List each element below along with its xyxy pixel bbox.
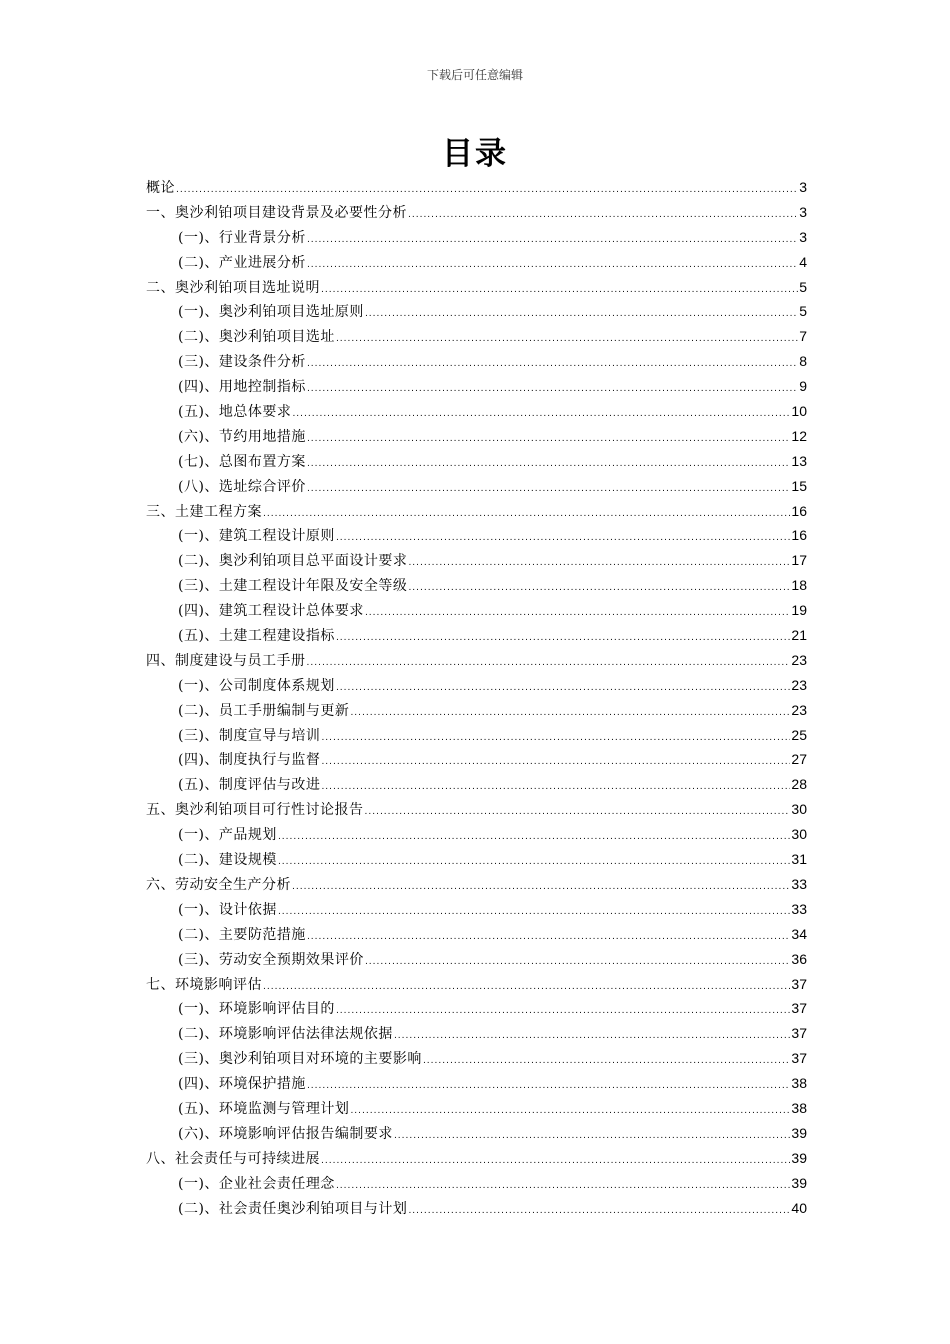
toc-entry-page-number: 16 [791, 502, 807, 519]
toc-entry-label: (一)、建筑工程设计原则 [178, 528, 335, 545]
toc-entry-page-number: 5 [799, 278, 807, 295]
toc-dot-leader [365, 800, 791, 825]
toc-entry-page-number: 4 [799, 253, 807, 270]
toc-entry-page-number: 18 [791, 577, 807, 594]
toc-entry[interactable] [146, 723, 807, 748]
table-of-contents [146, 175, 807, 1220]
toc-entry[interactable] [146, 499, 807, 524]
toc-dot-leader [307, 477, 790, 502]
toc-entry-page-number: 7 [799, 328, 807, 345]
toc-entry-label: (三)、劳动安全预期效果评价 [178, 951, 364, 968]
toc-dot-leader [307, 427, 790, 452]
toc-entry[interactable] [146, 523, 807, 548]
toc-entry-label: (一)、产品规划 [178, 827, 277, 844]
toc-entry[interactable] [146, 822, 807, 847]
toc-entry[interactable] [146, 947, 807, 972]
toc-dot-leader [423, 1049, 790, 1074]
toc-entry-page-number: 25 [791, 726, 807, 743]
toc-entry-label: (三)、奥沙利铂项目对环境的主要影响 [178, 1051, 422, 1068]
toc-entry-label: 三、土建工程方案 [146, 503, 262, 520]
toc-entry[interactable] [146, 673, 807, 698]
toc-entry-page-number: 27 [791, 751, 807, 768]
toc-dot-leader [263, 502, 790, 527]
toc-entry-label: (二)、产业进展分析 [178, 254, 306, 271]
toc-entry-page-number: 38 [791, 1099, 807, 1116]
toc-dot-leader [365, 950, 790, 975]
toc-entry[interactable] [146, 449, 807, 474]
toc-entry-page-number: 3 [799, 203, 807, 220]
toc-dot-leader [394, 1124, 790, 1149]
toc-dot-leader [307, 452, 790, 477]
toc-dot-leader [336, 327, 798, 352]
toc-entry-page-number: 3 [799, 179, 807, 195]
toc-dot-leader [350, 701, 790, 726]
toc-dot-leader [321, 278, 798, 303]
toc-entry[interactable] [146, 698, 807, 723]
toc-entry-label: (一)、企业社会责任理念 [178, 1175, 335, 1192]
toc-dot-leader [321, 726, 790, 751]
toc-entry-page-number: 38 [791, 1075, 807, 1092]
toc-entry-label: (五)、制度评估与改进 [178, 777, 321, 794]
toc-entry-label: 四、制度建设与员工手册 [146, 652, 306, 669]
toc-dot-leader [292, 875, 790, 900]
toc-dot-leader [336, 626, 790, 651]
toc-entry-page-number: 28 [791, 776, 807, 793]
toc-entry-label: (二)、奥沙利铂项目总平面设计要求 [178, 553, 408, 570]
toc-entry[interactable] [146, 1196, 807, 1221]
toc-entry-page-number: 33 [791, 875, 807, 892]
toc-entry[interactable] [146, 349, 807, 374]
toc-entry-page-number: 21 [791, 627, 807, 644]
toc-entry-label: 六、劳动安全生产分析 [146, 876, 291, 893]
toc-dot-leader [307, 228, 798, 253]
toc-entry-label: (六)、节约用地措施 [178, 428, 306, 445]
toc-entry-label: (二)、员工手册编制与更新 [178, 702, 350, 719]
toc-entry-label: (四)、建筑工程设计总体要求 [178, 603, 364, 620]
toc-entry-page-number: 19 [791, 602, 807, 619]
toc-entry-page-number: 12 [791, 427, 807, 444]
toc-entry-page-number: 3 [799, 228, 807, 245]
toc-entry[interactable] [146, 897, 807, 922]
toc-entry[interactable] [146, 250, 807, 275]
toc-entry[interactable] [146, 299, 807, 324]
toc-entry-page-number: 23 [791, 676, 807, 693]
toc-dot-leader [321, 775, 790, 800]
toc-entry-label: 概论 [146, 180, 175, 196]
toc-entry-page-number: 31 [791, 851, 807, 868]
toc-dot-leader [336, 676, 790, 701]
toc-entry-page-number: 39 [791, 1124, 807, 1141]
toc-entry-page-number: 16 [791, 527, 807, 544]
toc-entry-page-number: 40 [791, 1199, 807, 1216]
toc-entry-label: (四)、用地控制指标 [178, 379, 306, 396]
toc-entry[interactable] [146, 872, 807, 897]
toc-dot-leader [365, 601, 790, 626]
toc-entry[interactable] [146, 797, 807, 822]
toc-entry-page-number: 30 [791, 801, 807, 818]
toc-entry-label: 五、奥沙利铂项目可行性讨论报告 [146, 802, 364, 819]
toc-dot-leader [408, 1199, 790, 1224]
toc-entry-label: (五)、土建工程建设指标 [178, 628, 335, 645]
toc-dot-leader [292, 402, 790, 427]
toc-entry-label: (二)、环境影响评估法律法规依据 [178, 1026, 393, 1043]
toc-entry[interactable] [146, 175, 807, 200]
toc-dot-leader [176, 178, 798, 203]
toc-entry-page-number: 37 [791, 1000, 807, 1017]
toc-entry-label: (二)、主要防范措施 [178, 926, 306, 943]
toc-entry[interactable] [146, 374, 807, 399]
toc-entry-page-number: 30 [791, 826, 807, 843]
toc-entry[interactable] [146, 1121, 807, 1146]
toc-entry[interactable] [146, 1171, 807, 1196]
toc-dot-leader [321, 750, 790, 775]
toc-dot-leader [307, 253, 798, 278]
toc-entry[interactable] [146, 200, 807, 225]
page-title: 目录 [442, 136, 508, 172]
toc-entry-page-number: 9 [799, 378, 807, 395]
toc-dot-leader [350, 1099, 790, 1124]
toc-entry-label: (三)、制度宣导与培训 [178, 727, 321, 744]
toc-dot-leader [336, 1174, 790, 1199]
toc-entry-page-number: 13 [791, 452, 807, 469]
toc-dot-leader [321, 1149, 790, 1174]
toc-dot-leader [278, 825, 790, 850]
toc-entry[interactable] [146, 1046, 807, 1071]
toc-entry-page-number: 23 [791, 701, 807, 718]
toc-dot-leader [307, 925, 790, 950]
toc-entry[interactable] [146, 275, 807, 300]
toc-entry-label: (一)、设计依据 [178, 901, 277, 918]
toc-entry-page-number: 39 [791, 1149, 807, 1166]
toc-entry-page-number: 5 [799, 303, 807, 320]
toc-entry[interactable] [146, 424, 807, 449]
toc-entry-page-number: 33 [791, 900, 807, 917]
toc-entry[interactable] [146, 648, 807, 673]
toc-entry-label: 二、奥沙利铂项目选址说明 [146, 279, 320, 296]
toc-entry-page-number: 34 [791, 925, 807, 942]
toc-entry[interactable] [146, 225, 807, 250]
toc-entry-label: (四)、环境保护措施 [178, 1076, 306, 1093]
toc-dot-leader [278, 850, 790, 875]
toc-entry-label: (七)、总图布置方案 [178, 453, 306, 470]
toc-dot-leader [394, 1024, 790, 1049]
toc-dot-leader [408, 203, 798, 228]
toc-entry[interactable] [146, 399, 807, 424]
toc-entry-page-number: 36 [791, 950, 807, 967]
toc-dot-leader [408, 551, 790, 576]
toc-dot-leader [307, 651, 791, 676]
toc-entry-label: (一)、环境影响评估目的 [178, 1001, 335, 1018]
toc-dot-leader [336, 999, 790, 1024]
toc-entry-label: (五)、地总体要求 [178, 404, 292, 421]
toc-entry-label: (八)、选址综合评价 [178, 478, 306, 495]
toc-entry-label: (二)、社会责任奥沙利铂项目与计划 [178, 1200, 408, 1217]
toc-entry-label: (五)、环境监测与管理计划 [178, 1100, 350, 1117]
toc-dot-leader [278, 900, 790, 925]
toc-dot-leader [408, 576, 790, 601]
toc-entry-label: (二)、奥沙利铂项目选址 [178, 329, 335, 346]
page-header: 下载后可任意编辑 [426, 68, 523, 82]
toc-entry[interactable] [146, 573, 807, 598]
toc-entry-page-number: 37 [791, 1025, 807, 1042]
toc-entry-page-number: 8 [799, 353, 807, 370]
toc-entry-label: (一)、奥沙利铂项目选址原则 [178, 304, 364, 321]
toc-entry[interactable] [146, 1071, 807, 1096]
toc-dot-leader [365, 302, 798, 327]
toc-entry[interactable] [146, 548, 807, 573]
toc-entry[interactable] [146, 922, 807, 947]
toc-dot-leader [307, 1074, 790, 1099]
toc-entry[interactable] [146, 623, 807, 648]
toc-entry-label: (三)、建设条件分析 [178, 354, 306, 371]
toc-entry-page-number: 37 [791, 975, 807, 992]
toc-entry-page-number: 10 [791, 403, 807, 420]
toc-dot-leader [263, 975, 790, 1000]
toc-entry-page-number: 17 [791, 552, 807, 569]
toc-entry-label: (二)、建设规模 [178, 852, 277, 869]
toc-entry[interactable] [146, 996, 807, 1021]
toc-entry[interactable] [146, 1021, 807, 1046]
toc-entry[interactable] [146, 972, 807, 997]
toc-entry[interactable] [146, 324, 807, 349]
toc-entry-page-number: 15 [791, 477, 807, 494]
toc-entry-label: 七、环境影响评估 [146, 976, 262, 993]
toc-dot-leader [307, 352, 798, 377]
toc-entry[interactable] [146, 847, 807, 872]
toc-entry-label: 一、奥沙利铂项目建设背景及必要性分析 [146, 204, 407, 221]
toc-entry-label: (四)、制度执行与监督 [178, 752, 321, 769]
toc-entry-label: (六)、环境影响评估报告编制要求 [178, 1125, 393, 1142]
toc-entry-label: (一)、公司制度体系规划 [178, 677, 335, 694]
toc-entry-page-number: 23 [791, 651, 807, 668]
toc-entry-label: (三)、土建工程设计年限及安全等级 [178, 578, 408, 595]
toc-entry[interactable] [146, 598, 807, 623]
toc-entry[interactable] [146, 474, 807, 499]
toc-entry[interactable] [146, 1096, 807, 1121]
toc-entry-page-number: 37 [791, 1050, 807, 1067]
toc-entry-label: 八、社会责任与可持续进展 [146, 1150, 320, 1167]
toc-entry[interactable] [146, 772, 807, 797]
toc-entry[interactable] [146, 1146, 807, 1171]
toc-entry[interactable] [146, 747, 807, 772]
toc-dot-leader [307, 377, 798, 402]
toc-dot-leader [336, 526, 790, 551]
toc-entry-label: (一)、行业背景分析 [178, 229, 306, 246]
toc-entry-page-number: 39 [791, 1174, 807, 1191]
